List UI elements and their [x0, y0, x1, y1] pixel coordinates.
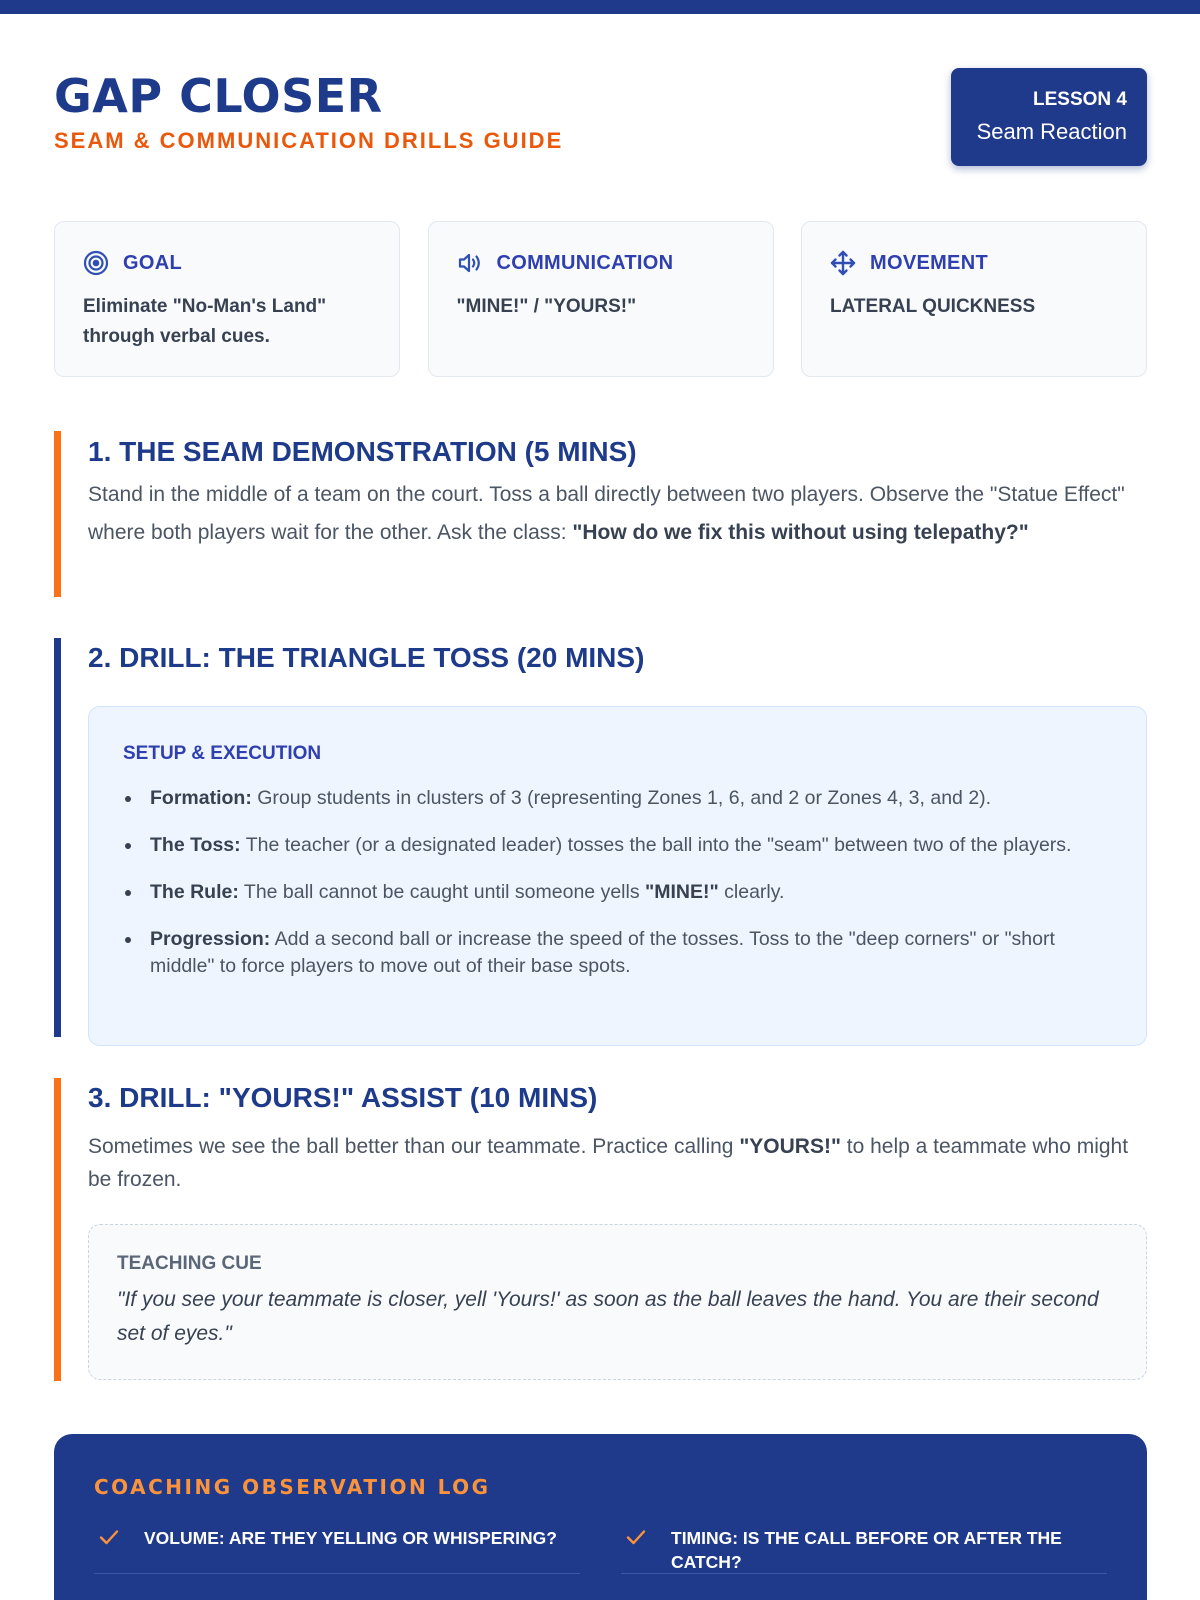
goal-label: GOAL — [123, 251, 182, 274]
teaching-cue-text: "If you see your teammate is closer, yell 'Yours!' as soon as the ball leaves the hand. You are their second set of eyes." — [117, 1288, 1099, 1345]
item-text: The ball cannot be caught until someone yells — [238, 881, 645, 903]
yours-text-after: to help a teammate who might be frozen. — [88, 1135, 1129, 1191]
log-title: COACHING OBSERVATION LOG — [94, 1475, 491, 1499]
move-arrows-icon — [830, 250, 856, 276]
yours-section-title: 3. DRILL: "YOURS!" ASSIST (10 MINS) — [88, 1082, 598, 1113]
communication-label: COMMUNICATION — [496, 251, 674, 274]
goal-card — [54, 221, 400, 377]
item-label: The Rule: — [150, 881, 239, 903]
teaching-cue-label: TEACHING CUE — [117, 1253, 262, 1274]
triangle-toss-section — [54, 638, 1147, 1037]
setup-list — [123, 785, 1112, 980]
target-icon — [83, 250, 109, 276]
item-emphasis: "MINE!" — [645, 881, 719, 903]
log-item — [94, 1522, 580, 1574]
seam-demonstration-section — [54, 431, 1147, 597]
item-text: The teacher (or a designated leader) tosses the ball into the "seam" between two of the players. — [240, 834, 1072, 856]
item-label: The Toss: — [150, 834, 241, 856]
lesson-badge — [951, 68, 1147, 166]
page-header — [54, 68, 1147, 168]
communication-text: "MINE!" / "YOURS!" — [456, 296, 637, 317]
lesson-name: Seam Reaction — [976, 119, 1127, 144]
summary-cards — [54, 221, 1147, 377]
list-item — [123, 785, 1112, 812]
item-text: Group students in clusters of 3 (representing Zones 1, 6, and 2 or Zones 4, 3, and 2). — [251, 787, 992, 809]
seam-text-body: Stand in the middle of a team on the court. Toss a ball directly between two players. Observe the "Statue Effect" where both players wait for the other. Ask the class: — [88, 483, 1125, 544]
triangle-section-title: 2. DRILL: THE TRIANGLE TOSS (20 MINS) — [88, 642, 645, 673]
lesson-number: LESSON 4 — [1033, 89, 1127, 110]
communication-card — [428, 221, 774, 377]
movement-label: MOVEMENT — [870, 251, 988, 274]
yours-assist-section — [54, 1078, 1147, 1381]
list-item — [123, 879, 1112, 906]
yours-text-before: Sometimes we see the ball better than our teammate. Practice calling — [88, 1135, 740, 1158]
log-item-text: VOLUME: ARE THEY YELLING OR WHISPERING? — [144, 1528, 557, 1548]
setup-execution-box — [88, 706, 1147, 1046]
list-item — [123, 926, 1112, 980]
log-item-text: TIMING: IS THE CALL BEFORE OR AFTER THE CATCH? — [671, 1528, 1062, 1572]
yours-emphasis: "YOURS!" — [739, 1135, 841, 1158]
check-icon — [625, 1526, 647, 1548]
setup-title: SETUP & EXECUTION — [123, 743, 322, 764]
seam-section-title: 1. THE SEAM DEMONSTRATION (5 MINS) — [88, 436, 637, 467]
top-accent-bar — [0, 0, 1200, 14]
movement-card — [801, 221, 1147, 377]
speaker-icon — [457, 250, 483, 276]
seam-question: "How do we fix this without using telepathy?" — [572, 521, 1029, 544]
page-title: GAP CLOSER — [54, 69, 383, 123]
list-item — [123, 832, 1112, 859]
item-text: clearly. — [718, 881, 785, 903]
item-label: Progression: — [150, 928, 271, 950]
goal-text: Eliminate "No-Man's Land" through verbal cues. — [83, 296, 327, 347]
coaching-observation-log — [54, 1434, 1147, 1600]
check-icon — [98, 1526, 120, 1548]
teaching-cue-box — [88, 1224, 1147, 1380]
movement-text: LATERAL QUICKNESS — [830, 296, 1036, 317]
item-label: Formation: — [150, 787, 252, 809]
seam-section-text — [88, 476, 1147, 552]
yours-section-text — [88, 1130, 1147, 1196]
section-accent-bar — [54, 431, 61, 597]
section-accent-bar — [54, 638, 61, 1037]
log-items — [94, 1522, 1107, 1574]
page-subtitle: SEAM & COMMUNICATION DRILLS GUIDE — [54, 128, 564, 153]
section-accent-bar — [54, 1078, 61, 1381]
log-item — [621, 1522, 1107, 1574]
item-text: Add a second ball or increase the speed of the tosses. Toss to the "deep corners" or "short middle" to force players to move out of their base spots. — [150, 928, 1055, 977]
